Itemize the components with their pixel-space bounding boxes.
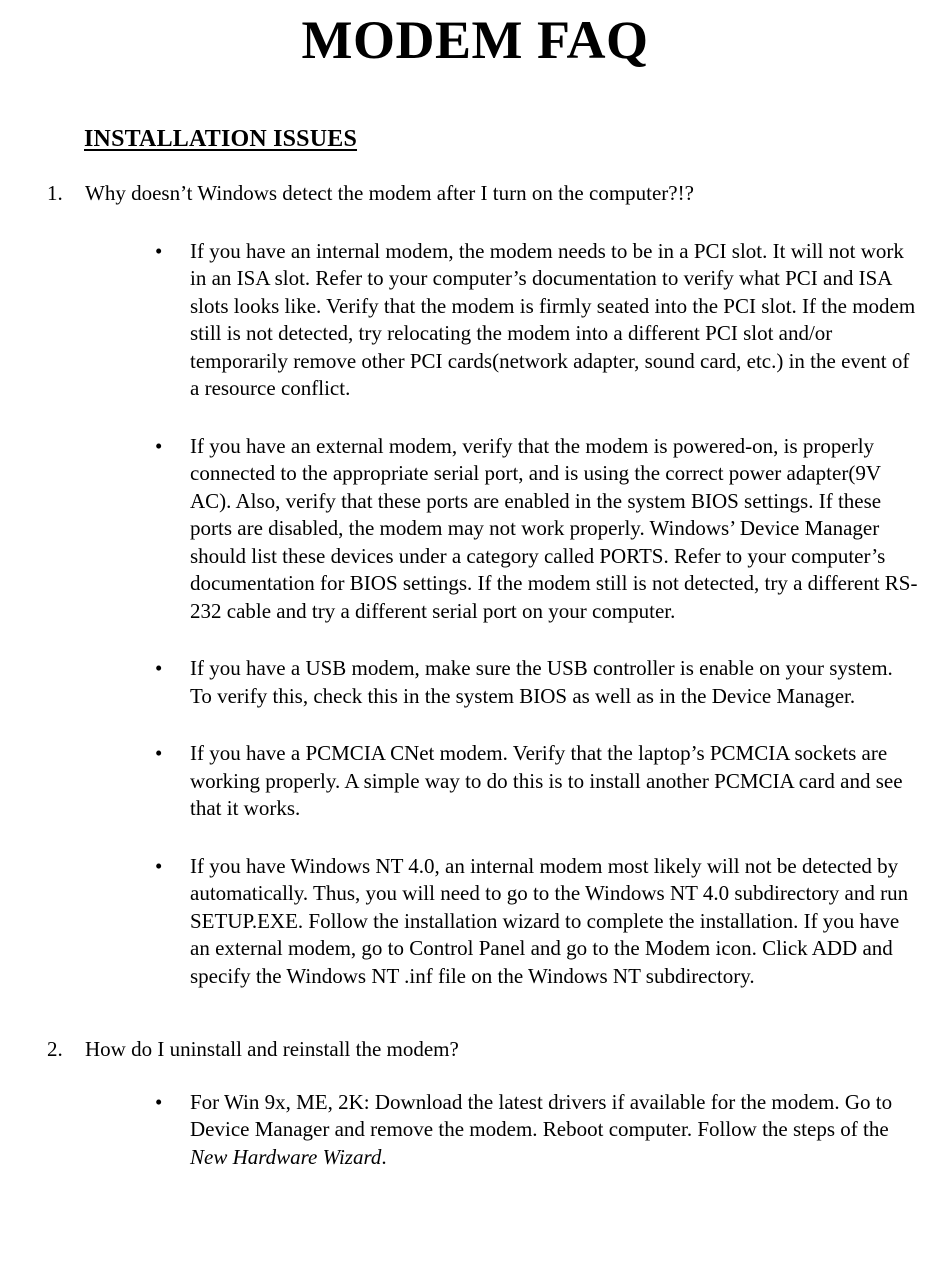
bullet-icon: • bbox=[155, 238, 163, 263]
bullet-text bbox=[190, 1089, 918, 1172]
bullet-icon: • bbox=[155, 741, 163, 765]
bullet-item bbox=[152, 853, 918, 991]
bullet-text-segment: . bbox=[381, 1144, 387, 1169]
bullet-icon: • bbox=[155, 656, 163, 680]
bullet-text-segment: If you have an internal modem, the modem needs to be in a PCI slot. It will not work in an ISA slot. Refer to your computer’s documentation to verify what PCI and ISA slots looks like. Verify that the modem is firmly seated into the PCI slot. If the modem still is not detected, try relocating the modem into a different PCI slot and/or temporarily remove other PCI cards(network adapter, sound card, etc.) in the event of a resource conflict. bbox=[190, 238, 916, 400]
bullet-text-segment: If you have an external modem, verify that the modem is powered-on, is properly connected to the appropriate serial port, and is using the correct power adapter(9V AC). Also, verify that these ports are enabled in the system BIOS settings. If these ports are disabled, the modem may not work properly. Windows’ Device Manager should list these devices under a category called PORTS. Refer to your computer’s documentation for BIOS settings. If the modem still is not detected, try a different RS-232 cable and try a different serial port on your computer. bbox=[190, 433, 918, 623]
question-row bbox=[47, 180, 907, 208]
question-text: Why doesn’t Windows detect the modem after I turn on the computer?!? bbox=[85, 181, 694, 205]
bullet-icon: • bbox=[155, 853, 163, 878]
document-title: MODEM FAQ bbox=[301, 10, 649, 70]
bullet-item bbox=[152, 433, 918, 626]
faq-question bbox=[0, 1036, 950, 1171]
bullet-text bbox=[190, 433, 918, 626]
section-heading: INSTALLATION ISSUES bbox=[84, 126, 358, 152]
bullet-text-segment: If you have Windows NT 4.0, an internal modem most likely will not be detected by automatically. Thus, you will need to go to the Windows NT 4.0 subdirectory and run SETUP.EXE. Follow the installation wizard to complete the installation. If you have an external modem, go to Control Panel and go to the Modem icon. Click ADD and specify the Windows NT .inf file on the Windows NT subdirectory. bbox=[190, 853, 909, 988]
bullet-icon: • bbox=[155, 433, 163, 458]
bullet-text bbox=[190, 655, 918, 710]
bullet-item bbox=[152, 1089, 918, 1172]
faq-question bbox=[0, 180, 950, 990]
bullet-item bbox=[152, 740, 918, 823]
question-number: 1. bbox=[47, 181, 63, 205]
bullet-text-segment: If you have a USB modem, make sure the USB controller is enable on your system. To verify this, check this in the system BIOS as well as in the Device Manager. bbox=[190, 656, 893, 708]
bullet-icon: • bbox=[155, 1089, 163, 1114]
bullet-list bbox=[152, 1089, 918, 1172]
questions-list bbox=[0, 180, 950, 1171]
bullet-list bbox=[152, 238, 918, 991]
bullet-text-segment: For Win 9x, ME, 2K: Download the latest drivers if available for the modem. Go to Device Manager and remove the modem. Reboot computer. Follow the steps of the bbox=[190, 1089, 893, 1141]
question-row bbox=[47, 1036, 907, 1064]
bullet-text bbox=[190, 853, 918, 991]
bullet-text bbox=[190, 238, 918, 403]
bullet-text bbox=[190, 740, 918, 823]
bullet-text-italic-segment: New Hardware Wizard bbox=[190, 1144, 382, 1169]
bullet-item bbox=[152, 655, 918, 710]
question-number: 2. bbox=[47, 1037, 63, 1061]
bullet-text-segment: If you have a PCMCIA CNet modem. Verify that the laptop’s PCMCIA sockets are working properly. A simple way to do this is to install another PCMCIA card and see that it works. bbox=[190, 741, 903, 820]
bullet-item bbox=[152, 238, 918, 403]
question-text: How do I uninstall and reinstall the modem? bbox=[85, 1037, 459, 1061]
